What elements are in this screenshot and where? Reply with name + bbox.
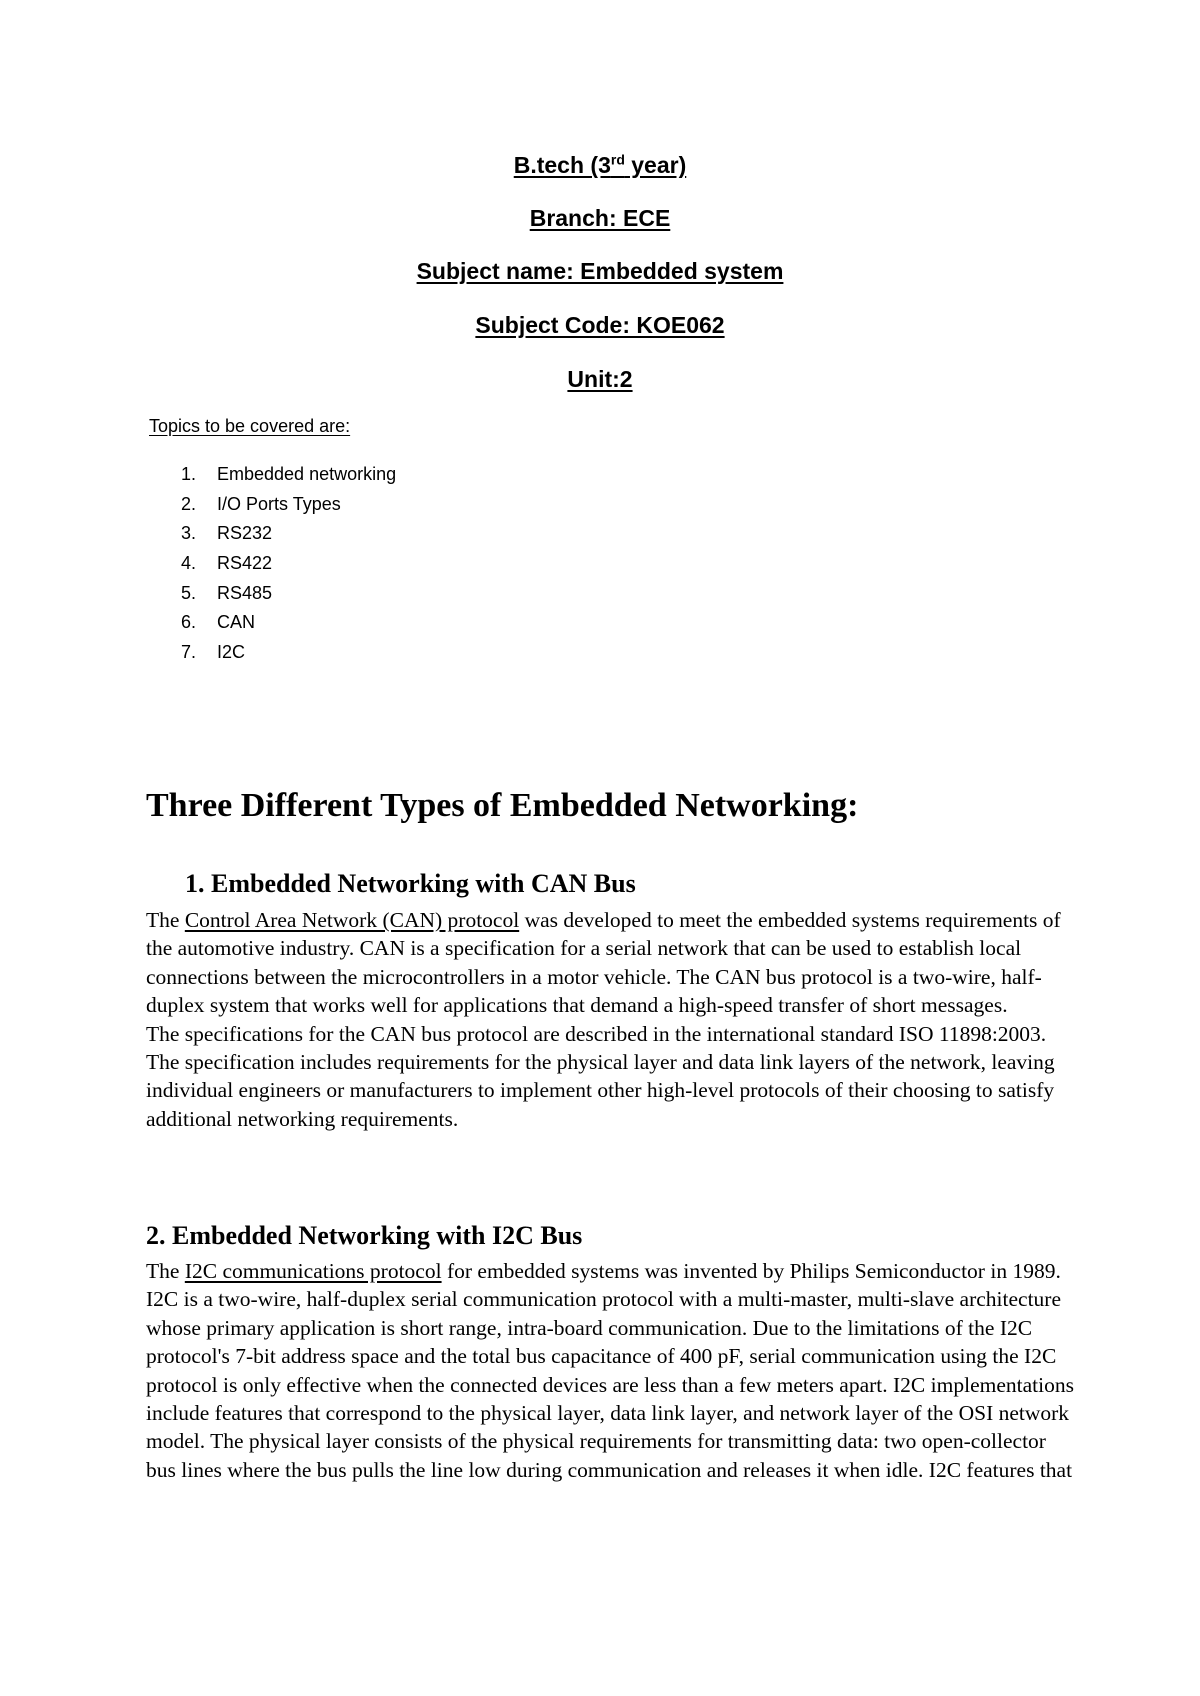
list-item: 1. Embedded networking — [181, 464, 397, 484]
main-heading: Three Different Types of Embedded Networking: — [146, 787, 859, 824]
subject-code-heading: Subject Code: KOE062 — [475, 312, 725, 338]
course-year-heading — [0, 150, 1200, 180]
subject-name-heading: Subject name: Embedded system — [416, 258, 784, 284]
list-item: 4. RS422 — [181, 553, 273, 574]
section1-heading: 1. Embedded Networking with CAN Bus — [185, 869, 636, 898]
unit-heading: Unit:2 — [567, 366, 633, 392]
branch-heading: Branch: ECE — [529, 205, 671, 231]
topics-label: Topics to be covered are: — [149, 416, 351, 436]
section2-heading: 2. Embedded Networking with I2C Bus — [146, 1221, 583, 1250]
list-item: 2. I/O Ports Types — [181, 493, 341, 514]
i2c-protocol-link[interactable]: I2C communications protocol — [184, 1259, 442, 1283]
course-year-text: B.tech (3rd year) — [513, 151, 687, 178]
topics-list — [149, 460, 396, 668]
section1-paragraph: The Control Area Network (CAN) protocol was developed to meet the embedded systems requirements of the automotive industry. CAN is a specification for a serial network that can be used to establish local connections between the microcontrollers in a motor vehicle. The CAN bus protocol is a two-wire, half-duplex system that works well for applications that demand a high-speed transfer of short messages. The specifications for the CAN bus protocol are described in the international standard ISO 11898:2003. The specification includes requirements for the physical layer and data link layers of the network, leaving individual engineers or manufacturers to implement other high-level protocols of their choosing to satisfy additional networking requirements. — [146, 908, 1061, 1131]
list-item: 3. RS232 — [181, 523, 273, 544]
can-protocol-link[interactable]: Control Area Network (CAN) protocol — [184, 908, 520, 932]
list-item: 7. I2C — [181, 642, 246, 663]
list-item: 6. CAN — [181, 612, 256, 633]
list-item: 5. RS485 — [181, 582, 273, 603]
section2-paragraph: The I2C communications protocol for embedded systems was invented by Philips Semiconductor in 1989. I2C is a two-wire, half-duplex serial communication protocol with a multi-master, multi-slave architecture whose primary application is short range, intra-board communication. Due to the limitations of the I2C protocol's 7-bit address space and the total bus capacitance of 400 pF, serial communication using the I2C protocol is only effective when the connected devices are less than a few meters apart. I2C implementations include features that correspond to the physical layer, data link layer, and network layer of the OSI network model. The physical layer consists of the physical requirements for transmitting data: two open-collector bus lines where the bus pulls the line low during communication and releases it when idle. I2C features that — [146, 1259, 1074, 1482]
